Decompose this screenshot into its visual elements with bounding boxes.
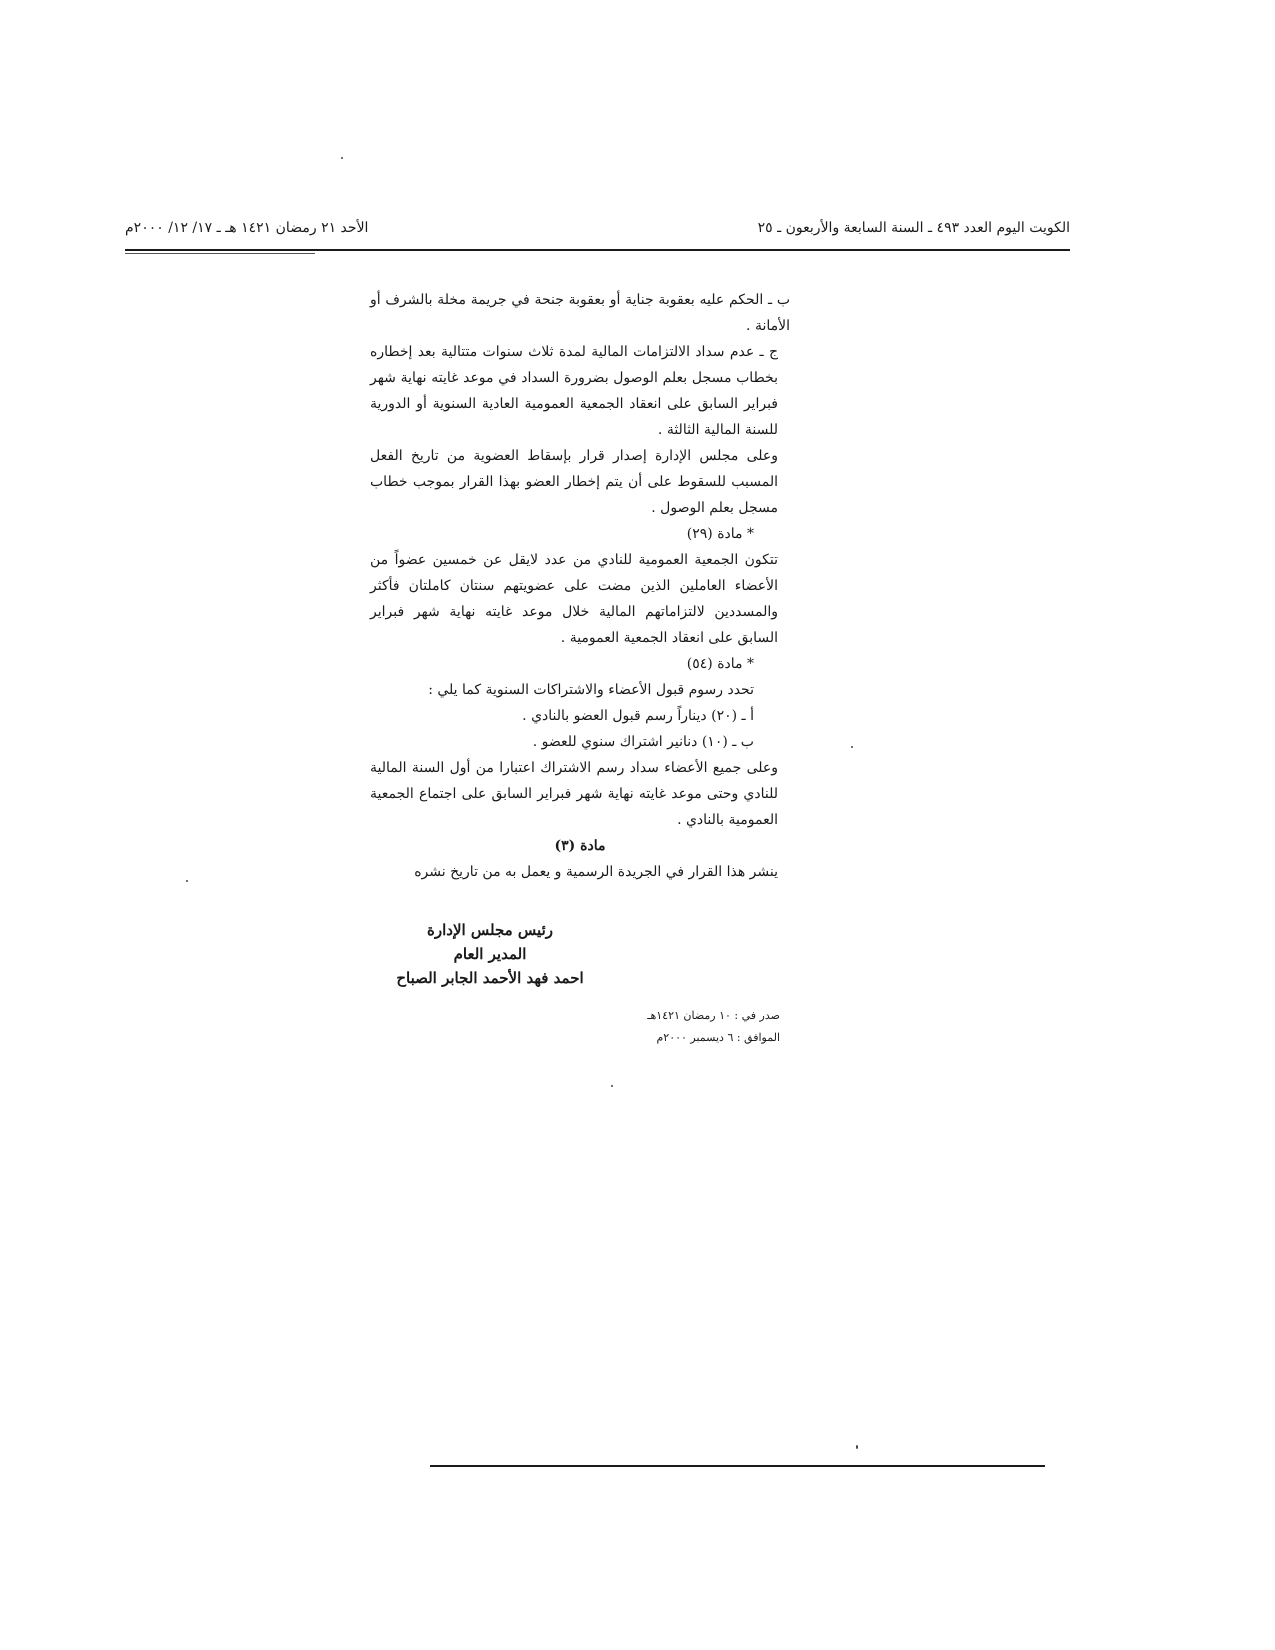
article-3-title: مادة (٣): [554, 838, 606, 854]
signature-block: [380, 918, 600, 990]
corresponding-date: الموافق : ٦ ديسمبر ٢٠٠٠م: [656, 1031, 780, 1044]
issued-date: صدر في : ١٠ رمضان ١٤٢١هـ: [647, 1009, 780, 1022]
signature-title: رئيس مجلس الإدارة: [427, 921, 553, 939]
scan-speck: [611, 1085, 613, 1087]
scan-speck: [341, 157, 343, 159]
page-header: [125, 220, 1070, 244]
board-paragraph: وعلى مجلس الإدارة إصدار قرار بإسقاط العضوية من تاريخ الفعل المسبب للسقوط على أن يتم إخطار العضو بهذا القرار بموجب خطاب مسجل بعلم الوصول .: [370, 448, 778, 516]
item-b: ب ـ الحكم عليه بعقوبة جناية أو بعقوبة جنحة في جريمة مخلة بالشرف أو الأمانة .: [370, 292, 790, 334]
signature-role: المدير العام: [453, 945, 527, 963]
article-29-text: تتكون الجمعية العمومية للنادي من عدد لايقل عن خمسين عضواً من الأعضاء العاملين الذين مضت على عضويتهم سنتان كاملتان فأكثر والمسددين لالتزاماتهم المالية خلال موعد غايته نهاية شهر فبراير السابق على انعقاد الجمعية العمومية .: [370, 552, 778, 646]
scan-speck: [851, 746, 853, 748]
article-29-title: * مادة (٢٩): [686, 526, 754, 542]
article-54-intro: تحدد رسوم قبول الأعضاء والاشتراكات السنوية كما يلي :: [428, 682, 754, 698]
article-3-text: ينشر هذا القرار في الجريدة الرسمية و يعمل به من تاريخ نشره: [414, 864, 778, 880]
article-54-title: * مادة (٥٤): [686, 656, 754, 672]
scan-speck: [186, 880, 188, 882]
header-rule-secondary: [125, 253, 315, 254]
document-body: [370, 287, 790, 885]
header-date: الأحد ٢١ رمضان ١٤٢١ هـ ـ ١٧/ ١٢/ ٢٠٠٠م: [125, 220, 369, 236]
article-54-paragraph: وعلى جميع الأعضاء سداد رسم الاشتراك اعتبارا من أول السنة المالية للنادي وحتى موعد غايته نهاية شهر فبراير السابق على اجتماع الجمعية العمومية بالنادي .: [370, 760, 778, 828]
article-54-item-b: ب ـ (١٠) دنانير اشتراك سنوي للعضو .: [532, 734, 754, 750]
article-54-item-a: أ ـ (٢٠) ديناراً رسم قبول العضو بالنادي .: [522, 708, 754, 724]
item-c: ج ـ عدم سداد الالتزامات المالية لمدة ثلاث سنوات متتالية بعد إخطاره بخطاب مسجل بعلم الوصول بضرورة السداد في موعد غايته نهاية شهر فبراير السابق على انعقاد الجمعية العمومية العادية السنوية أو الدورية للسنة المالية الثالثة .: [370, 344, 778, 438]
signature-name: احمد فهد الأحمد الجابر الصباح: [396, 969, 584, 987]
header-publication: الكويت اليوم العدد ٤٩٣ ـ السنة السابعة والأربعون ـ ٢٥: [757, 220, 1070, 236]
footer-rule: [430, 1465, 1045, 1467]
issue-dates: [560, 1005, 780, 1049]
scan-speck: [856, 1445, 858, 1449]
header-rule: [125, 249, 1070, 251]
